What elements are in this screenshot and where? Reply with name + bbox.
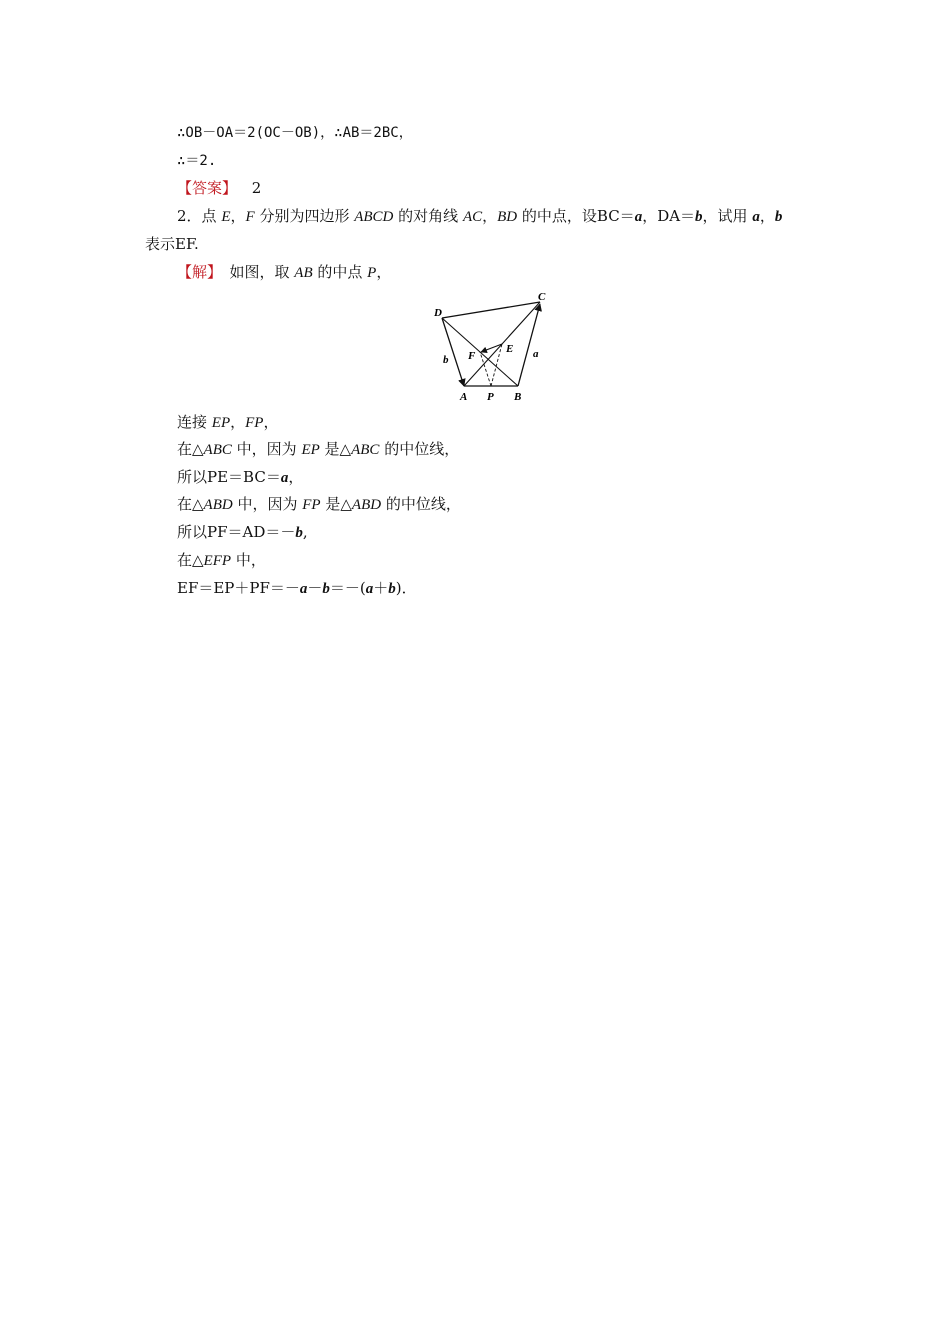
step-2 <box>177 439 459 460</box>
step-var: ABC <box>203 442 232 458</box>
q2-text: ，DA＝ <box>642 207 696 225</box>
step-text: 在△ <box>177 495 204 513</box>
q2-vector: a <box>634 209 643 225</box>
step-text: ， <box>230 413 246 431</box>
q2-var: AC <box>462 209 483 225</box>
step-text: 的中位线， <box>381 495 461 513</box>
q2-var: ABCD <box>354 209 394 225</box>
answer-value: 2 <box>251 179 262 197</box>
q2-text: ，试用 <box>702 207 753 225</box>
label-E: E <box>506 343 514 355</box>
step-text: 在△ <box>177 551 204 569</box>
step-7 <box>177 578 417 599</box>
step-text: 是△ <box>319 440 352 458</box>
solution-intro <box>177 262 391 283</box>
step-text: )． <box>395 579 417 597</box>
step-text: 在△ <box>177 440 204 458</box>
step-text: ＋ <box>373 579 389 597</box>
label-a: a <box>533 348 539 360</box>
step-5 <box>177 522 308 543</box>
q2-var: F <box>245 209 255 225</box>
answer-line <box>177 178 261 198</box>
label-P: P <box>487 391 494 403</box>
q2-vector: a <box>752 209 760 225</box>
step-var: ABD <box>203 497 233 513</box>
q2-var: E <box>221 209 231 225</box>
step-text: 所以PF＝AD＝－ <box>177 523 296 541</box>
step-text: 中，因为 <box>232 495 303 513</box>
solution-text: ， <box>376 263 392 281</box>
q2-text: 的对角线 <box>393 207 463 225</box>
label-B: B <box>514 391 522 403</box>
step-4 <box>177 494 461 515</box>
step-text: ， <box>288 468 304 486</box>
step-var: FP <box>245 415 264 431</box>
step-vector: a <box>280 470 289 486</box>
proof-text-2: ∴＝2. <box>177 153 217 169</box>
q2-text: 2．点 <box>177 207 222 225</box>
answer-tag: 【答案】 <box>177 179 238 197</box>
segment-DC <box>442 302 540 318</box>
step-3 <box>177 467 303 488</box>
q2-vector: b <box>774 209 783 225</box>
q2-text: 分别为四边形 <box>254 207 355 225</box>
step-text: ， <box>263 413 279 431</box>
label-A: A <box>460 391 468 403</box>
proof-line-2 <box>177 151 216 171</box>
step-var: ABD <box>351 497 382 513</box>
solution-text: 如图，取 <box>214 263 295 281</box>
step-var: EP <box>301 442 320 458</box>
step-var: EFP <box>203 553 232 569</box>
q2-text: 的中点，设BC＝ <box>517 207 635 225</box>
q2-text: 表示EF. <box>145 235 199 253</box>
solution-text: 的中点 <box>312 263 368 281</box>
step-text: 所以PE＝BC＝ <box>177 468 281 486</box>
solution-tag: 【解】 <box>177 263 215 281</box>
q2-text: ， <box>759 207 775 225</box>
label-F: F <box>468 350 476 362</box>
step-var: EP <box>211 415 231 431</box>
step-text: 中， <box>231 551 266 569</box>
solution-var: P <box>367 265 377 281</box>
step-vector: b <box>322 581 330 597</box>
label-D: D <box>434 307 442 319</box>
proof-text-1: ∴OB－OA＝2(OC－OB)，∴AB＝2BC， <box>177 125 413 141</box>
step-var: FP <box>302 497 321 513</box>
step-vector: b <box>295 525 303 541</box>
question-2-line-1 <box>177 206 782 227</box>
vector-BC <box>518 304 540 386</box>
step-text: 的中位线， <box>379 440 460 458</box>
step-vector: b <box>388 581 396 597</box>
step-text: ＝－( <box>329 579 366 597</box>
q2-var: BD <box>497 209 518 225</box>
quadrilateral-figure <box>432 288 556 404</box>
q2-text: ， <box>230 207 246 225</box>
label-C: C <box>538 291 546 303</box>
solution-var: AB <box>294 265 313 281</box>
q2-text: ， <box>482 207 498 225</box>
step-text: 连接 <box>177 413 212 431</box>
step-6 <box>177 550 266 571</box>
step-1 <box>177 412 278 433</box>
q2-vector: b <box>695 209 703 225</box>
step-var: ABC <box>351 442 380 458</box>
step-text: EF＝EP＋PF＝－ <box>177 579 300 597</box>
proof-line-1 <box>177 123 413 143</box>
question-2-line-2 <box>145 234 199 254</box>
step-text: － <box>307 579 323 597</box>
label-b: b <box>443 354 449 366</box>
step-vector: a <box>299 581 308 597</box>
step-text: , <box>302 523 308 541</box>
step-vector: a <box>365 581 374 597</box>
step-text: 是△ <box>320 495 352 513</box>
step-text: 中，因为 <box>231 440 302 458</box>
